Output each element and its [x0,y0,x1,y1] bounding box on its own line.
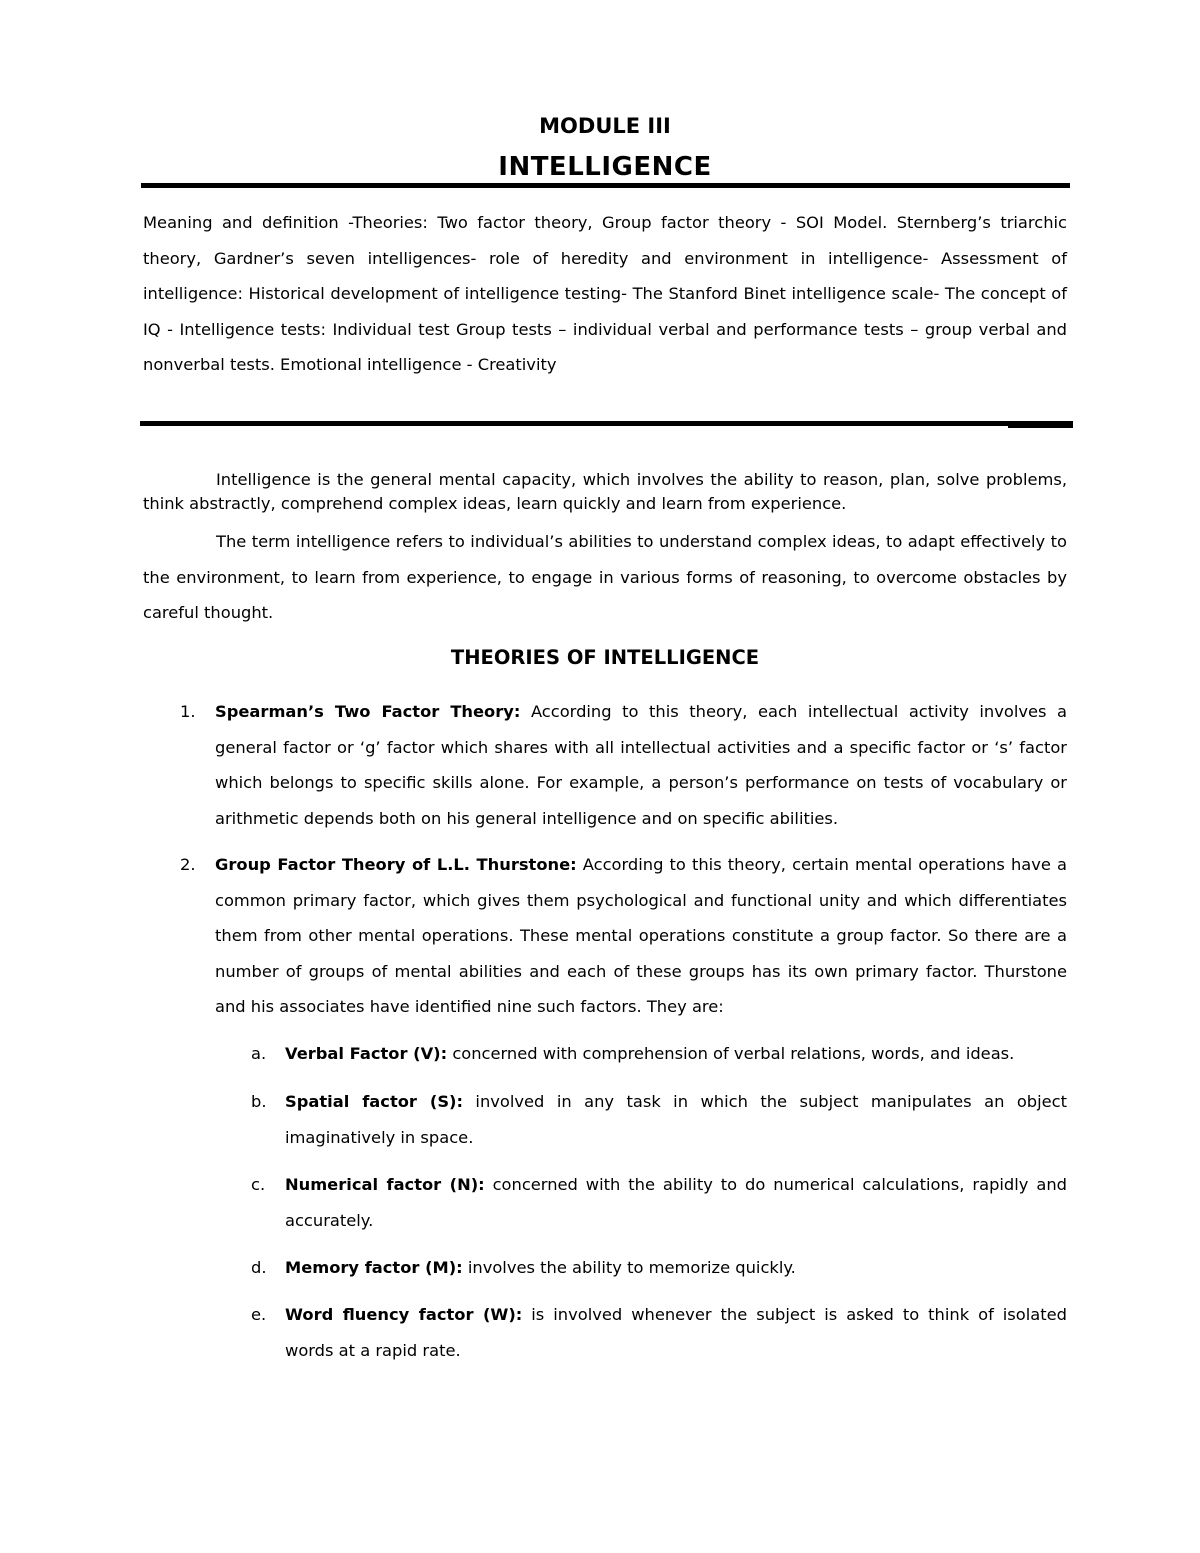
sub-item-letter: d. [251,1258,267,1277]
sub-item-body [285,1297,1067,1368]
sub-item-body [285,1084,1067,1155]
sub-list-item [143,1036,1067,1072]
syllabus-divider-tail [1008,425,1073,428]
sub-item-body [285,1250,1067,1286]
sub-item-letter: c. [251,1175,266,1194]
list-item-body [215,847,1067,1025]
list-item [143,847,1067,1025]
sub-item-text: involved in any task in which the subject manipulates an object imaginatively in space. [285,1092,1067,1147]
syllabus-summary: Meaning and definition -Theories: Two factor theory, Group factor theory - SOI Model. Sternberg’s triarchic theory, Gardner’s seven intelligences- role of heredity and environment in intelligence- Assessment of intelligence: Historical development of intelligence testing- The Stanford Binet intelligence scale- The concept of IQ - Intelligence tests: Individual test Group tests – individual verbal and performance tests – group verbal and nonverbal tests. Emotional intelligence - Creativity [143,213,1067,374]
sub-list-item [143,1297,1067,1368]
sub-list-item [143,1167,1067,1238]
list-item-text: According to this theory, each intellectual activity involves a general factor or ‘g’ factor which shares with all intellectual activities and a specific factor or ‘s’ factor which belongs to specific skills alone. For example, a person’s performance on tests of vocabulary or arithmetic depends both on his general intelligence and on specific abilities. [215,702,1067,828]
sub-item-term: Numerical factor (N): [285,1175,485,1194]
sub-item-letter: e. [251,1305,267,1324]
sub-item-term: Memory factor (M): [285,1258,463,1277]
list-item-number: 1. [180,702,196,721]
sub-item-text: involves the ability to memorize quickly. [462,1258,796,1277]
sub-item-text: is involved whenever the subject is asked to think of isolated words at a rapid rate. [285,1305,1067,1360]
sub-item-text: concerned with comprehension of verbal relations, words, and ideas. [447,1044,1015,1063]
title-divider [141,183,1070,188]
list-item-number: 2. [180,855,196,874]
sub-item-letter: a. [251,1044,267,1063]
module-label: MODULE III [539,114,671,138]
sub-item-body [285,1167,1067,1238]
list-item-term: Group Factor Theory of L.L. Thurstone: [215,855,577,874]
list-item [143,694,1067,836]
list-item-body [215,694,1067,836]
intro-paragraph-1: Intelligence is the general mental capacity, which involves the ability to reason, plan, solve problems, think abstractly, comprehend complex ideas, learn quickly and learn from experience. [143,470,1067,513]
syllabus-divider [140,421,1073,426]
sub-item-term: Word fluency factor (W): [285,1305,523,1324]
page-title: INTELLIGENCE [498,152,712,182]
sub-item-letter: b. [251,1092,267,1111]
sub-item-term: Spatial factor (S): [285,1092,463,1111]
sub-item-term: Verbal Factor (V): [285,1044,448,1063]
section-heading: THEORIES OF INTELLIGENCE [450,646,760,669]
sub-list-item [143,1084,1067,1155]
sub-item-text: concerned with the ability to do numerical calculations, rapidly and accurately. [285,1175,1067,1230]
sub-list-item [143,1250,1067,1286]
sub-item-body [285,1036,1067,1072]
list-item-term: Spearman’s Two Factor Theory: [215,702,521,721]
list-item-text: According to this theory, certain mental operations have a common primary factor, which gives them psychological and functional unity and which differentiates them from other mental operations. These mental operations constitute a group factor. So there are a number of groups of mental abilities and each of these groups has its own primary factor. Thurstone and his associates have identified nine such factors. They are: [215,855,1067,1016]
intro-paragraph-2: The term intelligence refers to individual’s abilities to understand complex ideas, to adapt effectively to the environment, to learn from experience, to engage in various forms of reasoning, to overcome obstacles by careful thought. [143,532,1067,622]
